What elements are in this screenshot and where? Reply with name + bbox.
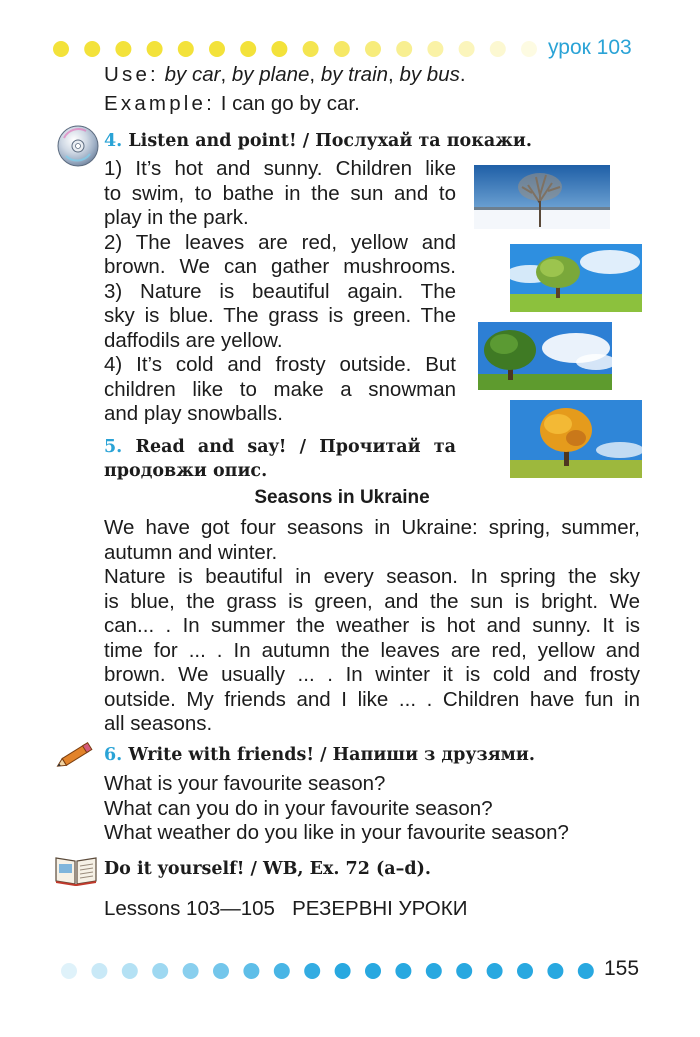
page-number: 155	[604, 957, 640, 980]
example-line	[104, 92, 360, 117]
use-line: Use: by car, by plane, by train, by bus.	[104, 63, 466, 86]
task4-line: 1) It’s hot and sunny. Children like	[104, 157, 456, 180]
task5-line: Nature is beautiful in every season. In spring the sky	[104, 565, 640, 588]
decor-dot	[152, 963, 168, 979]
reserve-label: РЕЗЕРВНІ УРОКИ	[292, 897, 468, 920]
decor-dot	[178, 41, 194, 57]
task6-heading	[104, 745, 535, 765]
question-line: What can you do in your favourite season?	[104, 796, 493, 820]
decor-dot	[183, 963, 199, 979]
decor-dot	[427, 41, 443, 57]
decor-dot	[271, 41, 287, 57]
task4-line: sky is blue. The grass is green. The	[104, 304, 456, 327]
decor-dot	[517, 963, 533, 979]
decor-dot	[274, 963, 290, 979]
decor-dot	[84, 41, 100, 57]
summer-tree-picture	[478, 322, 612, 390]
task5-line: autumn and winter.	[104, 540, 278, 564]
decor-dot	[240, 41, 256, 57]
task6-number: 6.	[104, 745, 123, 765]
decor-dot	[395, 963, 411, 979]
reserve-lessons-line	[104, 897, 467, 922]
task4-line: 2) The leaves are red, yellow and	[104, 230, 456, 254]
decor-dot	[426, 963, 442, 979]
decor-dot	[490, 41, 506, 57]
decor-dot	[547, 963, 563, 979]
decor-dot	[115, 41, 131, 57]
question-line: What weather do you like in your favourite season?	[104, 821, 569, 844]
decor-dot	[122, 963, 138, 979]
task5-line: brown. We usually ... . In winter it is cold and frosty	[104, 663, 640, 686]
task5-title-line2: продовжи опис.	[104, 461, 268, 481]
decor-dot	[521, 41, 537, 57]
decor-dot	[396, 41, 412, 57]
decor-dot	[304, 963, 320, 979]
task5-heading	[104, 437, 456, 457]
homework-heading: Do it yourself! / WB, Ex. 72 (a–d).	[104, 859, 431, 879]
lesson-number: урок 103	[548, 36, 632, 59]
use-item: by plane	[231, 63, 310, 86]
header-dots-decoration	[52, 38, 542, 60]
decor-dot	[335, 963, 351, 979]
decor-dot	[91, 963, 107, 979]
task4-line: and play snowballs.	[104, 402, 283, 425]
task4-line: daffodils are yellow.	[104, 328, 283, 352]
task5-line: outside. My friends and I like ... . Children have fun in	[104, 687, 640, 711]
task5-number: 5.	[104, 437, 123, 457]
task5-line: all seasons.	[104, 712, 213, 735]
decor-dot	[334, 41, 350, 57]
footer-dots-decoration	[60, 960, 600, 982]
decor-dot	[53, 41, 69, 57]
task4-line: play in the park.	[104, 206, 249, 229]
task5-line: can... . In summer the weather is hot and sunny. It is	[104, 614, 640, 637]
decor-dot	[209, 41, 225, 57]
question-line: What is your favourite season?	[104, 772, 386, 795]
decor-dot	[578, 963, 594, 979]
task5-line: time for ... . In autumn the leaves are red, yellow and	[104, 638, 640, 662]
task4-heading	[104, 131, 532, 151]
example-text: I can go by car.	[220, 92, 360, 115]
audio-cd-icon	[56, 124, 100, 168]
spring-tree-picture	[510, 244, 642, 312]
task4-text	[104, 157, 456, 427]
use-label: Use:	[104, 63, 159, 86]
decor-dot	[147, 41, 163, 57]
use-item: by bus	[399, 63, 460, 86]
decor-dot	[365, 41, 381, 57]
task4-line: 3) Nature is beautiful again. The	[104, 279, 456, 303]
task5-title-line1: Read and say! / Прочитай та	[135, 437, 456, 457]
reserve-lessons: Lessons 103—105	[104, 897, 275, 920]
text-title: Seasons in Ukraine	[254, 487, 430, 508]
decor-dot	[487, 963, 503, 979]
task4-title: Listen and point! / Послухай та покажи.	[128, 131, 532, 151]
task6-title: Write with friends! / Напиши з друзями.	[128, 745, 535, 765]
task4-number: 4.	[104, 131, 123, 151]
decor-dot	[365, 963, 381, 979]
decor-dot	[456, 963, 472, 979]
task4-line: children like to make a snowman	[104, 377, 456, 401]
example-label: Example:	[104, 92, 216, 115]
winter-tree-picture	[474, 165, 610, 229]
task4-line: to swim, to bathe in the sun and to	[104, 181, 456, 205]
pencil-icon	[56, 738, 98, 770]
decor-dot	[213, 963, 229, 979]
use-item: by car	[164, 63, 221, 86]
workbook-icon	[54, 852, 98, 886]
decor-dot	[303, 41, 319, 57]
task5-text	[104, 516, 640, 737]
decor-dot	[459, 41, 475, 57]
task5-line: is blue, the grass is green, and the sun is bright. We	[104, 589, 640, 613]
task6-questions	[104, 772, 640, 846]
use-item: by train	[320, 63, 389, 86]
decor-dot	[243, 963, 259, 979]
autumn-tree-picture	[510, 400, 642, 478]
task4-line: brown. We can gather mushrooms.	[104, 255, 456, 278]
decor-dot	[61, 963, 77, 979]
task5-line: We have got four seasons in Ukraine: spring, summer,	[104, 516, 640, 539]
task4-line: 4) It’s cold and frosty outside. But	[104, 353, 456, 376]
